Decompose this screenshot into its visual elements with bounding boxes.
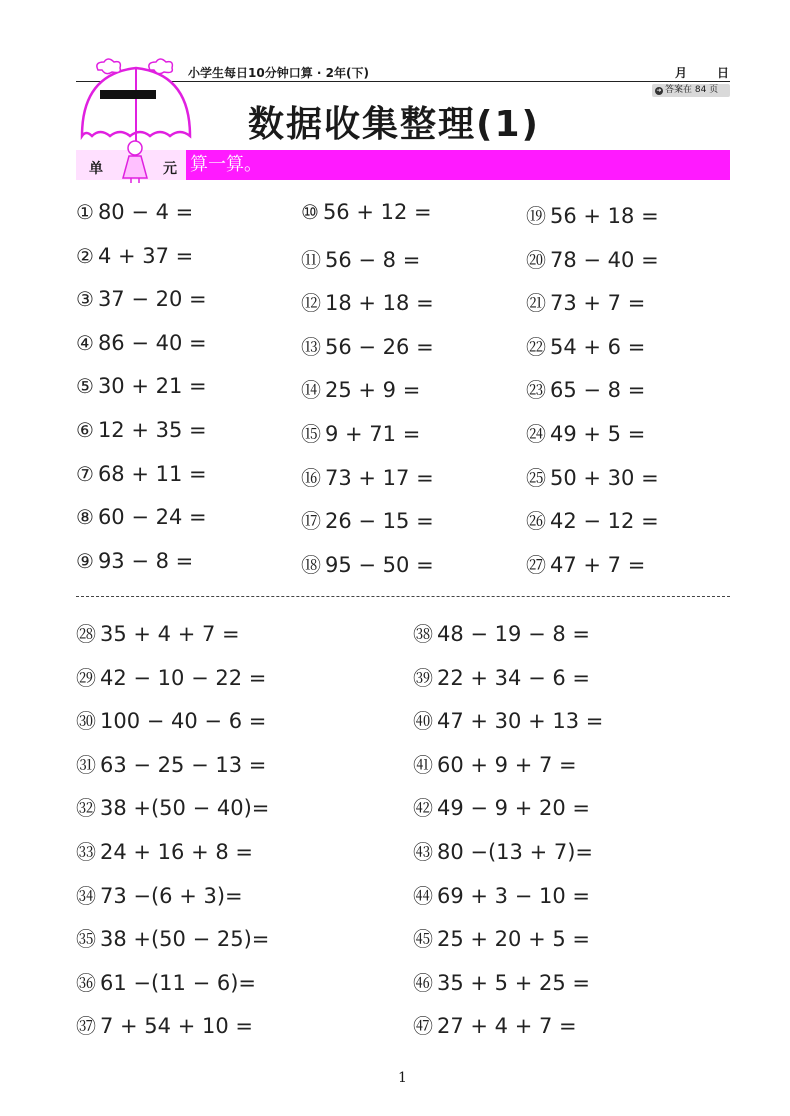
problem-expression: 38 +(50 − 25)= [100, 927, 270, 952]
math-problem [76, 244, 193, 268]
problem-expression: 86 − 40 = [97, 330, 207, 355]
problem-expression: 47 + 30 + 13 = [437, 709, 604, 734]
math-problem [76, 462, 207, 486]
problem-expression: 25 + 9 = [325, 378, 421, 403]
problem-expression: 60 + 9 + 7 = [437, 752, 577, 777]
math-problem [526, 331, 645, 360]
day-label: 日 [717, 66, 730, 80]
problem-expression: 42 − 12 = [550, 509, 659, 534]
math-problem [76, 749, 266, 778]
math-problem [76, 836, 253, 865]
math-problem [76, 331, 207, 355]
problem-expression: 49 − 9 + 20 = [437, 796, 590, 821]
problem-expression: 73 −(6 + 3)= [100, 883, 243, 908]
problem-expression: 61 −(11 − 6)= [100, 970, 257, 995]
math-problem [76, 792, 269, 821]
math-problem [413, 967, 590, 996]
math-problem [526, 505, 659, 534]
math-problem [301, 331, 434, 360]
problem-number: ㊻ [413, 970, 433, 995]
problem-expression: 37 − 20 = [97, 287, 207, 312]
book-title: 小学生每日10分钟口算 · 2年(下) [188, 66, 369, 80]
answer-page-tag [652, 84, 730, 97]
unit-number [100, 90, 156, 99]
problem-expression: 48 − 19 − 8 = [437, 622, 590, 646]
problem-number: ② [76, 243, 94, 268]
math-problem [413, 923, 590, 952]
problem-number: ⑥ [76, 418, 94, 442]
problem-expression: 22 + 34 − 6 = [437, 665, 590, 690]
problem-expression: 60 − 24 = [97, 505, 207, 530]
problem-expression: 35 + 5 + 25 = [437, 970, 590, 995]
math-problem [76, 967, 256, 996]
problem-expression: 27 + 4 + 7 = [437, 1014, 577, 1039]
problem-number: ⑫ [301, 291, 321, 316]
problem-expression: 24 + 16 + 8 = [100, 840, 253, 864]
math-problem [76, 418, 207, 442]
problem-expression: 56 − 26 = [325, 334, 434, 359]
problem-expression: 54 + 6 = [550, 334, 646, 359]
problem-number: ⑬ [301, 334, 321, 359]
math-problem [301, 374, 420, 403]
instruction-banner: 算一算。 [186, 150, 730, 180]
page-title: 数据收集整理(1) [248, 104, 540, 145]
problem-number: ㉙ [76, 665, 96, 690]
problem-expression: 18 + 18 = [325, 291, 434, 316]
problem-number: ㉜ [76, 796, 96, 821]
problem-expression: 73 + 7 = [550, 291, 646, 316]
problem-number: ⑮ [301, 422, 321, 446]
problem-number: ㊲ [76, 1014, 96, 1039]
problem-expression: 65 − 8 = [550, 378, 646, 403]
problem-number: ④ [76, 330, 94, 355]
problem-expression: 38 +(50 − 40)= [100, 796, 270, 821]
problem-expression: 63 − 25 − 13 = [100, 752, 267, 777]
problem-number: ⑪ [301, 247, 321, 272]
month-label: 月 [675, 66, 688, 80]
math-problem [526, 374, 645, 403]
unit-label-dan: 单 [89, 161, 103, 177]
problem-expression: 7 + 54 + 10 = [100, 1014, 253, 1039]
unit-label-yuan: 元 [163, 161, 177, 177]
problem-expression: 56 + 12 = [322, 200, 432, 224]
math-problem [76, 1010, 253, 1039]
problem-number: ⑧ [76, 505, 94, 530]
math-problem [526, 287, 645, 316]
problem-expression: 4 + 37 = [97, 243, 194, 268]
problem-number: ⑳ [526, 247, 546, 272]
problem-number: ㊵ [413, 709, 433, 734]
math-problem [301, 462, 434, 491]
problem-number: ㊺ [413, 927, 433, 952]
math-problem [301, 505, 434, 534]
problem-expression: 30 + 21 = [97, 374, 207, 399]
math-problem [526, 418, 645, 447]
page-number: 1 [398, 1070, 407, 1086]
problem-number: ㉟ [76, 927, 96, 952]
problem-expression: 93 − 8 = [97, 548, 194, 573]
problem-number: ㊴ [413, 665, 433, 690]
problem-expression: 95 − 50 = [325, 552, 434, 577]
problem-number: ⑰ [301, 509, 321, 534]
problem-expression: 12 + 35 = [97, 418, 207, 442]
math-problem [76, 618, 240, 647]
problem-expression: 80 −(13 + 7)= [437, 840, 594, 864]
math-problem [413, 836, 593, 865]
problem-number: ㉒ [526, 334, 546, 359]
problem-expression: 49 + 5 = [550, 422, 646, 446]
problem-number: ⑨ [76, 548, 94, 573]
math-problem [76, 200, 193, 224]
problem-expression: 25 + 20 + 5 = [437, 927, 590, 952]
math-problem [301, 418, 420, 447]
problem-number: ㊱ [76, 970, 96, 995]
math-problem [413, 662, 590, 691]
problem-number: ㊸ [413, 840, 433, 864]
problem-number: ⑩ [301, 200, 319, 224]
math-problem [413, 705, 603, 734]
problem-expression: 26 − 15 = [325, 509, 434, 534]
problem-number: ① [76, 200, 94, 224]
problem-number: ㉝ [76, 840, 96, 864]
math-problem [413, 880, 590, 909]
math-problem [76, 880, 243, 909]
problem-number: ⑯ [301, 465, 321, 490]
problem-number: ㉞ [76, 883, 96, 908]
problem-number: ㉖ [526, 509, 546, 534]
problem-number: ㉑ [526, 291, 546, 316]
problem-expression: 56 + 18 = [550, 204, 659, 228]
problem-number: ⑲ [526, 204, 546, 228]
math-problem [413, 1010, 577, 1039]
problem-number: ㊼ [413, 1014, 433, 1039]
math-problem [526, 462, 659, 491]
math-problem [76, 662, 266, 691]
problem-number: ⑱ [301, 552, 321, 577]
problem-expression: 73 + 17 = [325, 465, 434, 490]
math-problem [526, 200, 659, 229]
problem-expression: 56 − 8 = [325, 247, 421, 272]
problem-expression: 80 − 4 = [97, 200, 194, 224]
problem-number: ③ [76, 287, 94, 312]
problem-number: ㉚ [76, 709, 96, 734]
problem-number: ⑭ [301, 378, 321, 403]
math-problem [301, 244, 420, 273]
girl-illustration-icon [115, 138, 155, 184]
problem-number: ㊹ [413, 883, 433, 908]
math-problem [76, 374, 207, 398]
math-problem [413, 749, 577, 778]
problem-expression: 42 − 10 − 22 = [100, 665, 267, 690]
problem-number: ㊳ [413, 622, 433, 646]
problem-number: ㊷ [413, 796, 433, 821]
problem-number: ㉔ [526, 422, 546, 446]
answer-page-text: 答案在 84 页 [665, 85, 719, 95]
math-problem [76, 505, 207, 529]
problem-expression: 69 + 3 − 10 = [437, 883, 590, 908]
problem-expression: 35 + 4 + 7 = [100, 622, 240, 646]
problem-expression: 68 + 11 = [97, 461, 207, 486]
math-problem [413, 792, 590, 821]
section-divider [76, 596, 730, 597]
problem-number: ㉘ [76, 622, 96, 646]
math-problem [301, 549, 434, 578]
math-problem [526, 549, 645, 578]
math-problem [76, 923, 269, 952]
problem-number: ㉛ [76, 752, 96, 777]
math-problem [301, 287, 434, 316]
problem-number: ㉓ [526, 378, 546, 403]
problem-number: ㊶ [413, 752, 433, 777]
arrow-right-icon: ➜ [656, 86, 662, 94]
problem-expression: 9 + 71 = [325, 422, 421, 446]
problem-expression: 78 − 40 = [550, 247, 659, 272]
math-problem [413, 618, 590, 647]
problem-expression: 50 + 30 = [550, 465, 659, 490]
problem-number: ㉗ [526, 552, 546, 577]
math-problem [526, 244, 659, 273]
problem-number: ⑦ [76, 461, 94, 486]
math-problem [76, 287, 207, 311]
math-problem [76, 705, 266, 734]
problem-number: ㉕ [526, 465, 546, 490]
math-problem [76, 549, 193, 573]
math-problem [301, 200, 432, 224]
problem-expression: 100 − 40 − 6 = [100, 709, 267, 734]
problem-expression: 47 + 7 = [550, 552, 646, 577]
problem-number: ⑤ [76, 374, 94, 399]
